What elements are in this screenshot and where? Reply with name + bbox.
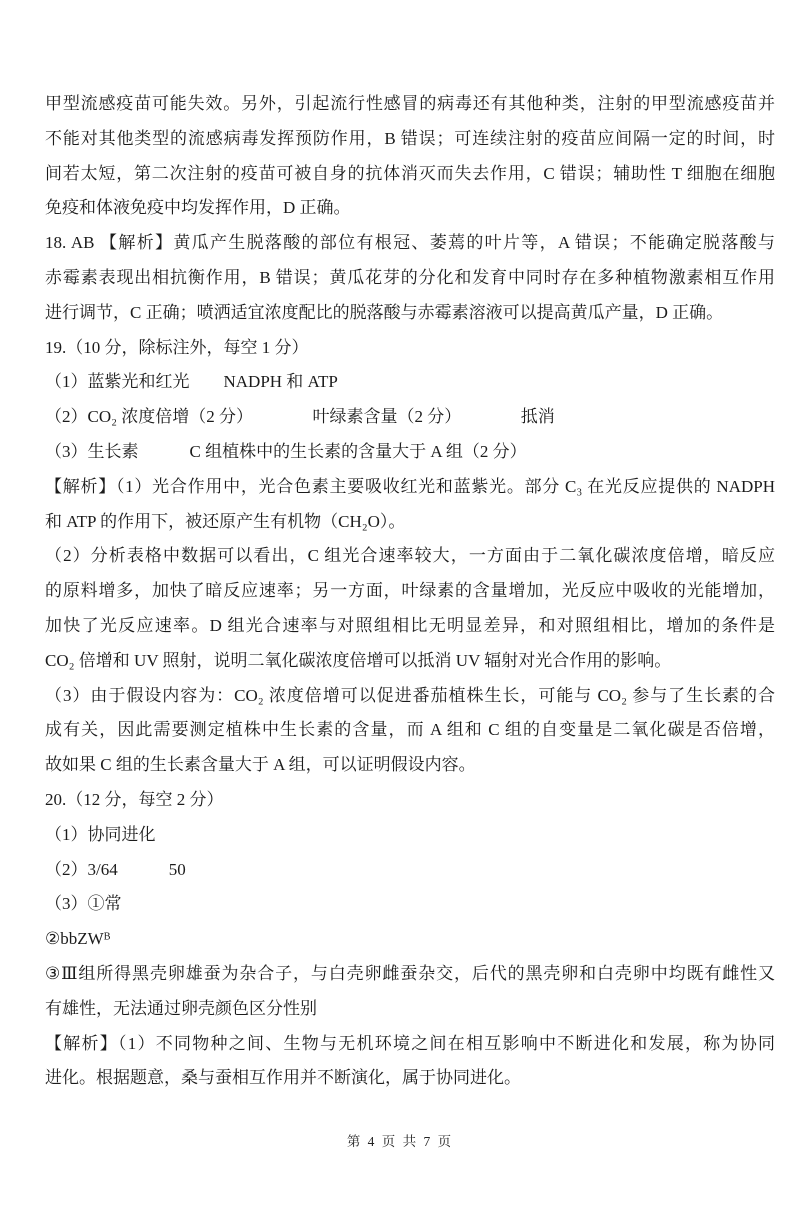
text-line: （2）CO₂ 浓度倍增（2 分） 叶绿素含量（2 分） 抵消	[45, 407, 555, 427]
answer-20-heading	[45, 783, 775, 818]
text-line: 19.（10 分，除标注外，每空 1 分）	[45, 337, 309, 357]
answer-19-heading	[45, 331, 775, 366]
text-line: 不能对其他类型的流感病毒发挥预防作用，B 错误；可连续注射的疫苗应间隔一定的时间，时	[45, 128, 775, 148]
answer-17-explanation-continued	[45, 87, 775, 226]
text-line: 【解析】（1）光合作用中，光合色素主要吸收红光和蓝紫光。部分 C₃ 在光反应提供的 NADPH	[45, 476, 775, 496]
text-line: 有雄性，无法通过卵壳颜色区分性别	[45, 998, 317, 1018]
text-line: CO₂ 倍增和 UV 照射，说明二氧化碳浓度倍增可以抵消 UV 辐射对光合作用的影响。	[45, 650, 672, 670]
answer-19-blank-1	[45, 365, 775, 400]
text-line: 赤霉素表现出相抗衡作用，B 错误；黄瓜花芽的分化和发育中同时存在多种植物激素相互作用	[45, 267, 775, 287]
text-line: ③Ⅲ组所得黑壳卵雄蚕为杂合子，与白壳卵雌蚕杂交，后代的黑壳卵和白壳卵中均既有雌性又	[45, 963, 775, 983]
text-line: 和 ATP 的作用下，被还原产生有机物（CH₂O）。	[45, 511, 406, 531]
page-number-text: 第 4 页 共 7 页	[346, 1134, 454, 1149]
answer-20-blank-3-item-2	[45, 922, 775, 957]
text-line: 的原料增多，加快了暗反应速率；另一方面，叶绿素的含量增加，光反应中吸收的光能增加，	[45, 581, 775, 601]
text-line: 【解析】（1）不同物种之间、生物与无机环境之间在相互影响中不断进化和发展，称为协同	[45, 1033, 775, 1053]
text-line: 进行调节，C 正确；喷洒适宜浓度配比的脱落酸与赤霉素溶液可以提高黄瓜产量，D 正确。	[45, 302, 724, 322]
answer-20-explanation-part-1	[45, 1027, 775, 1097]
text-line: （3）①常	[45, 894, 122, 914]
document-body	[45, 87, 775, 1096]
text-line: 加快了光反应速率。D 组光合速率与对照组相比无明显差异，和对照组相比，增加的条件是	[45, 615, 775, 635]
text-line: 故如果 C 组的生长素含量大于 A 组，可以证明假设内容。	[45, 755, 476, 775]
answer-20-blank-1	[45, 818, 775, 853]
answer-19-explanation-part-2	[45, 539, 775, 678]
answer-19-blank-2	[45, 400, 775, 435]
text-line: （1）协同进化	[45, 824, 156, 844]
answer-19-blank-3	[45, 435, 775, 470]
page-footer	[0, 1130, 800, 1150]
text-line: 成有关，因此需要测定植株中生长素的含量，而 A 组和 C 组的自变量是二氧化碳是否倍增，	[45, 720, 775, 740]
answer-19-explanation-part-1	[45, 470, 775, 540]
text-line: 间若太短，第二次注射的疫苗可被自身的抗体消灭而失去作用，C 错误；辅助性 T 细胞在细胞	[45, 163, 775, 183]
text-line: （2）分析表格中数据可以看出，C 组光合速率较大，一方面由于二氧化碳浓度倍增，暗反应	[45, 546, 775, 566]
text-line: 18. AB 【解析】黄瓜产生脱落酸的部位有根冠、萎蔫的叶片等，A 错误；不能确定脱落酸与	[45, 233, 775, 253]
text-line: （3）生长素 C 组植株中的生长素的含量大于 A 组（2 分）	[45, 441, 527, 461]
answer-18-explanation	[45, 226, 775, 330]
text-line: 免疫和体液免疫中均发挥作用，D 正确。	[45, 198, 351, 218]
answer-19-explanation-part-3	[45, 679, 775, 783]
text-line: （3）由于假设内容为：CO₂ 浓度倍增可以促进番茄植株生长，可能与 CO₂ 参与了生长素的合	[45, 685, 775, 705]
answer-20-blank-3-item-1	[45, 887, 775, 922]
text-line: ②bbZWᴮ	[45, 929, 111, 949]
text-line: 20.（12 分，每空 2 分）	[45, 789, 224, 809]
text-line: （2）3/64 50	[45, 859, 186, 879]
text-line: （1）蓝紫光和红光 NADPH 和 ATP	[45, 372, 338, 392]
text-line: 甲型流感疫苗可能失效。另外，引起流行性感冒的病毒还有其他种类，注射的甲型流感疫苗并	[45, 94, 775, 113]
answer-20-blank-2	[45, 853, 775, 888]
answer-20-blank-3-item-3	[45, 957, 775, 1027]
text-line: 进化。根据题意，桑与蚕相互作用并不断演化，属于协同进化。	[45, 1068, 521, 1088]
